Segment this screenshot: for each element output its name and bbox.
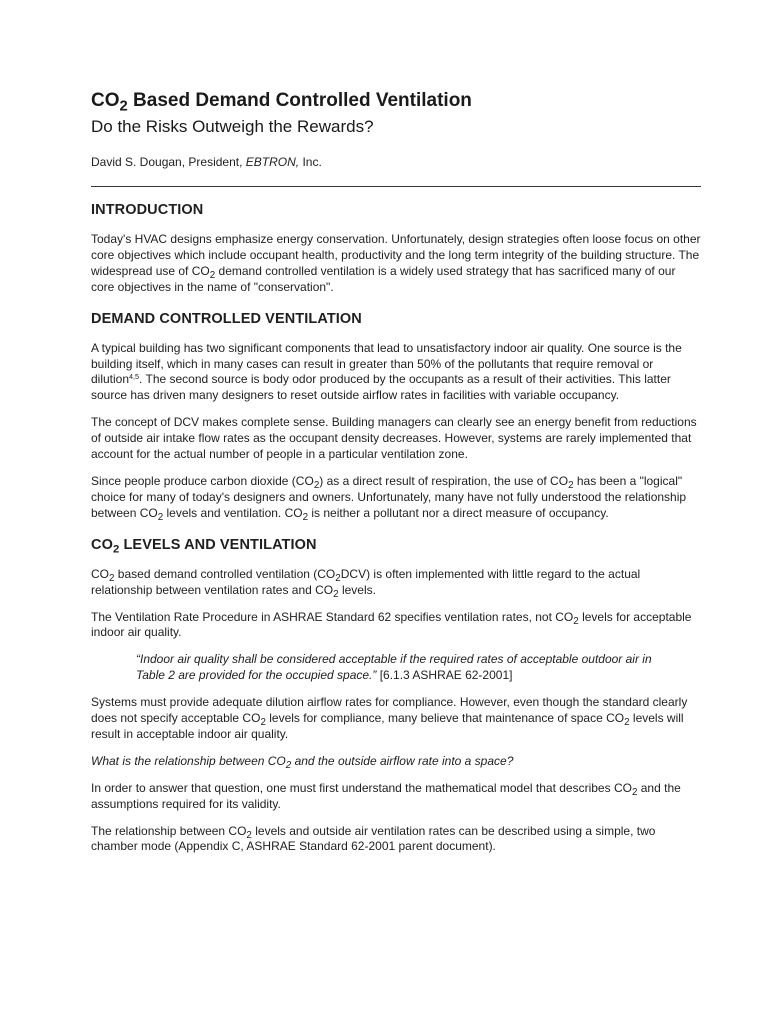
text-run: CO [91,536,113,553]
author-name: David S. Dougan, President, [91,155,246,169]
subscript: 2 [119,98,128,115]
text-run: Systems must provide adequate dilution airflow rates for compliance. However, even though the standard clearly does not specify acceptable CO [91,695,688,726]
text-run: CO [91,566,109,581]
text-run: levels for compliance, many believe that maintenance of space CO [265,711,625,726]
text-run: Since people produce carbon dioxide (CO [91,473,314,488]
text-run: and the assumptions required for its validity. [91,780,681,811]
text-run: and the outside airflow rate into a space? [291,753,514,768]
block-quote [136,652,661,684]
subscript: 2 [302,511,309,523]
text-run: Today's HVAC designs emphasize energy conservation. Unfortunately, design strategies often loose focus on other core objectives which include occupant health, productivity and the long term integrity of the building structure. The widespread use of CO [91,232,701,278]
subscript: 2 [112,543,120,556]
paragraph [91,781,701,813]
paragraph [91,232,701,296]
paragraph: The concept of DCV makes complete sense. Building managers can clearly see an energy benefit from reductions of outside air intake flow rates as the occupant density decreases. However, systems are rarely implemented that account for the actual number of people in a particular ventilation zone. [91,415,697,462]
text-run: The relationship between CO [91,823,247,838]
text-run: What is the relationship between CO [91,753,286,768]
text-run: is neither a pollutant nor a direct measure of occupancy. [308,505,609,520]
quote-reference: [6.1.3 ASHRAE 62-2001] [376,668,513,683]
author-line [91,154,701,170]
title-text: CO [91,90,120,111]
text-run: LEVELS AND VENTILATION [119,536,317,553]
subscript: 2 [333,588,339,600]
document-page [91,88,701,855]
text-run: based demand controlled ventilation (CO [114,566,336,581]
text-run: has been a "logical" choice for many of today's designers and owners. Unfortunately, many have not fully understood the relationship between CO [91,473,687,520]
paragraph [91,695,701,743]
subscript: 2 [568,479,574,491]
paragraph [91,610,701,642]
subscript: 2 [260,716,266,728]
subscript: 2 [631,786,638,798]
subscript: 2 [285,759,292,771]
paragraph [91,341,701,405]
horizontal-rule [91,186,701,187]
section-heading-co2-levels [91,534,701,556]
document-title [91,88,701,114]
question-paragraph [91,754,701,770]
footnote-reference: 4,5 [129,372,140,382]
quote-text: “Indoor air quality shall be considered acceptable if the required rates of acceptable outdoor air in Table 2 are provided for the occupied space.” [136,652,652,683]
text-run: A typical building has two significant components that lead to unsatisfactory indoor air quality. One source is the building itself, which in many cases can result in greater than 50% of the pollutants that require removal or dilution [91,340,682,387]
text-run: DCV) is often implemented with little regard to the actual relationship between ventilation rates and CO [91,566,641,597]
text-run: The Ventilation Rate Procedure in ASHRAE Standard 62 specifies ventilation rates, not CO [91,609,574,624]
author-company: EBTRON, [245,155,300,169]
subscript: 2 [573,615,579,627]
text-run: levels for acceptable indoor air quality. [91,609,692,640]
subscript: 2 [209,269,216,281]
subscript: 2 [109,572,115,584]
section-heading-dcv: DEMAND CONTROLLED VENTILATION [91,310,362,327]
subscript: 2 [335,572,341,584]
text-run: levels and ventilation. CO [163,505,303,520]
author-suffix: Inc. [299,155,322,169]
subscript: 2 [246,829,252,841]
text-run: demand controlled ventilation is a widely used strategy that has sacrificed many of our core objectives in the name of "conservation". [91,263,676,294]
subscript: 2 [313,479,320,491]
paragraph [91,474,701,522]
paragraph [91,567,701,599]
paragraph [91,824,701,856]
document-subtitle: Do the Risks Outweigh the Rewards? [91,117,374,136]
text-run: . The second source is body odor produced by the occupants as a result of their activities. This latter source has driven many designers to reset outside airflow rates in facilities with variable occupancy. [91,372,671,403]
text-run: In order to answer that question, one must first understand the mathematical model that describes CO [91,780,632,795]
title-text: Based Demand Controlled Ventilation [127,90,472,111]
text-run: ) as a direct result of respiration, the use of CO [319,473,569,488]
text-run: levels. [338,582,376,597]
subscript: 2 [624,716,630,728]
section-heading-introduction: INTRODUCTION [91,202,204,218]
subscript: 2 [157,511,164,523]
text-run: levels will result in acceptable indoor air quality. [91,711,684,741]
text-run: levels and outside air ventilation rates can be described using a simple, two chamber mode (Appendix C, ASHRAE Standard 62-2001 parent document). [91,823,656,854]
